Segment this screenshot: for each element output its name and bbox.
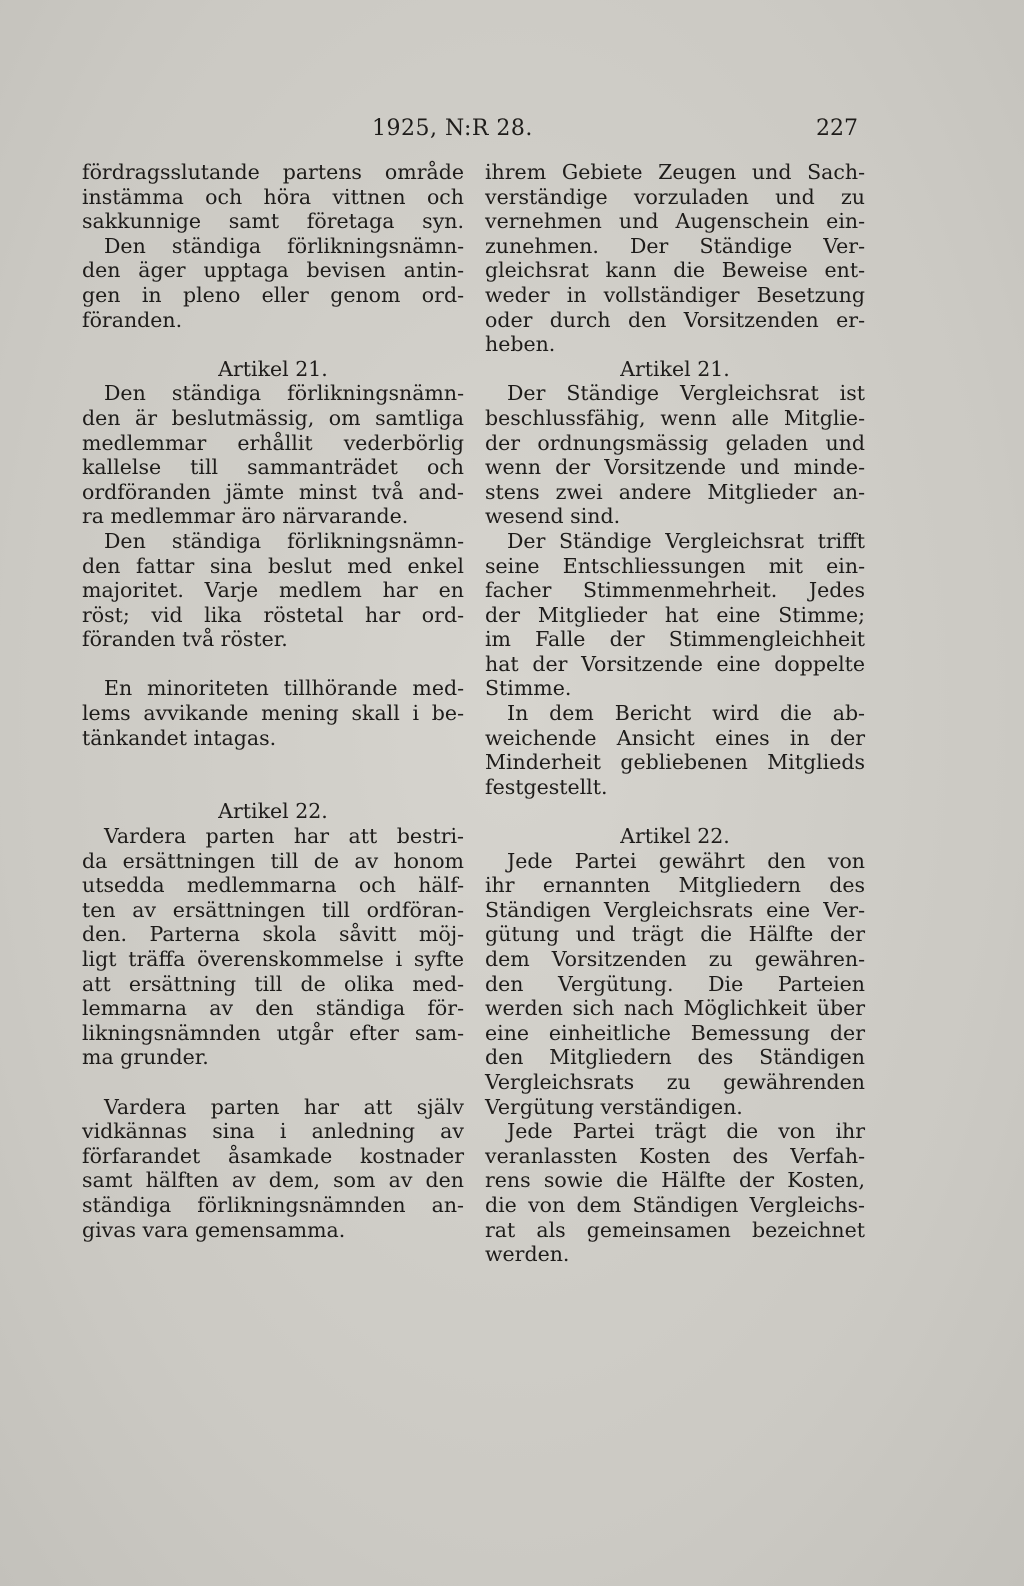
text-line: Der Ständige Vergleichsrat ist [507,381,865,406]
text-line: utsedda medlemmarna och hälf- [82,873,464,898]
text-line: lemmarna av den ständiga för- [82,996,464,1021]
text-line: Ständigen Vergleichsrats eine Ver- [485,897,865,922]
text-line: wesend sind. [485,504,621,529]
spacer [82,652,464,677]
text-line: festgestellt. [485,774,608,799]
text-line: hat der Vorsitzende eine doppelte [485,651,865,676]
text-line: lems avvikande mening skall i be- [82,701,464,726]
text-line: den Mitgliedern des Ständigen [485,1045,865,1070]
text-line: den Vergütung. Die Parteien [485,971,865,996]
german-column [485,160,865,1267]
spacer [485,799,865,824]
text-line: Der Ständige Vergleichsrat trifft [507,528,865,553]
text-line: ma grunder. [82,1045,209,1070]
text-line: weichende Ansicht eines in der [485,725,865,750]
text-line: givas vara gemensamma. [82,1217,346,1242]
text-line: ligt träffa överenskommelse i syfte [82,947,464,971]
text-line: Vardera parten har att själv [104,1094,464,1119]
text-line: werden. [485,1242,570,1267]
text-line: den äger upptaga bevisen antin- [82,258,464,283]
text-line: vidkännas sina i anledning av [82,1119,464,1144]
text-line: medlemmar erhållit vederbörlig [82,430,464,455]
spacer [82,775,464,800]
text-line: Vergleichsrats zu gewährenden [485,1069,865,1094]
spacer [82,750,464,775]
text-line: ra medlemmar äro närvarande. [82,504,409,529]
text-line: der ordnungsmässig geladen und [485,430,865,455]
text-line: der Mitglieder hat eine Stimme; [485,602,865,627]
text-line: die von dem Ständigen Vergleichs- [485,1192,865,1217]
text-line: zunehmen. Der Ständige Ver- [485,233,865,258]
spacer [82,1070,464,1095]
text-line: rens sowie die Hälfte der Kosten, [485,1168,865,1193]
text-line: ständiga förlikningsnämnden an- [82,1192,464,1217]
text-line: da ersättningen till de av honom [82,848,464,873]
text-line: Den ständiga förlikningsnämn- [104,528,464,553]
swedish-column [82,160,464,1242]
text-line: wenn der Vorsitzende und minde- [485,455,865,480]
spacer [82,332,464,357]
article-heading: Artikel 21. [218,356,328,381]
text-line: rat als gemeinsamen bezeichnet [485,1217,865,1242]
text-line: In dem Bericht wird die ab- [507,701,865,726]
text-line: den. Parterna skola såvitt möj- [82,922,464,947]
text-line: Stimme. [485,676,572,701]
text-line: beschlussfähig, wenn alle Mitglie- [485,405,865,430]
text-line: Vergütung verständigen. [485,1094,743,1119]
text-line: ihr ernannten Mitgliedern des [485,873,865,898]
text-line: instämma och höra vittnen och [82,184,464,209]
text-line: veranlassten Kosten des Verfah- [485,1143,865,1168]
text-line: röst; vid lika röstetal har ord- [82,602,464,627]
text-line: weder in vollständiger Besetzung [485,282,865,307]
text-line: werden sich nach Möglichkeit über [485,996,865,1021]
text-line: kallelse till sammanträdet och [82,455,464,480]
text-line: tänkandet intagas. [82,725,277,750]
text-line: facher Stimmenmehrheit. Jedes [485,578,865,603]
text-line: eine einheitliche Bemessung der [485,1020,865,1045]
text-line: föranden. [82,307,183,332]
text-line: likningsnämnden utgår efter sam- [82,1020,464,1045]
text-line: Jede Partei trägt die von ihr [507,1119,865,1144]
text-line: seine Entschliessungen mit ein- [485,553,865,578]
text-line: gen in pleno eller genom ord- [82,282,464,307]
text-line: Jede Partei gewährt den von [507,848,865,873]
text-line: majoritet. Varje medlem har en [82,578,464,603]
text-line: förfarandet åsamkade kostnader [82,1143,464,1168]
article-heading: Artikel 22. [218,799,328,824]
text-line: fördragsslutande partens område [82,160,464,184]
text-line: gleichsrat kann die Beweise ent- [485,258,865,283]
text-line: den fattar sina beslut med enkel [82,553,464,578]
text-line: föranden två röster. [82,627,288,652]
text-line: ordföranden jämte minst två and- [82,479,464,504]
text-line: den är beslutmässig, om samtliga [82,405,464,430]
text-line: verständige vorzuladen und zu [485,184,865,209]
text-line: im Falle der Stimmengleichheit [485,627,865,652]
text-line: Minderheit gebliebenen Mitglieds [485,750,865,775]
text-line: dem Vorsitzenden zu gewähren- [485,947,865,971]
article-heading: Artikel 21. [620,356,730,381]
text-line: heben. [485,332,556,357]
text-line: oder durch den Vorsitzenden er- [485,307,865,332]
text-line: Vardera parten har att bestri- [104,824,464,849]
text-line: vernehmen und Augenschein ein- [485,209,865,234]
text-line: att ersättning till de olika med- [82,971,464,996]
page-number: 227 [816,116,858,141]
text-line: sakkunnige samt företaga syn. [82,209,464,234]
text-line: stens zwei andere Mitglieder an- [485,479,865,504]
header-year-number: 1925, N:R 28. [372,116,533,141]
text-line: ten av ersättningen till ordföran- [82,897,464,922]
article-heading: Artikel 22. [620,824,730,849]
text-line: Den ständiga förlikningsnämn- [104,233,464,258]
text-line: ihrem Gebiete Zeugen und Sach- [485,160,865,184]
text-line: En minoriteten tillhörande med- [104,676,464,701]
text-line: Den ständiga förlikningsnämn- [104,381,464,406]
running-header [0,116,1024,148]
text-line: samt hälften av dem, som av den [82,1168,464,1193]
text-line: gütung und trägt die Hälfte der [485,922,865,947]
